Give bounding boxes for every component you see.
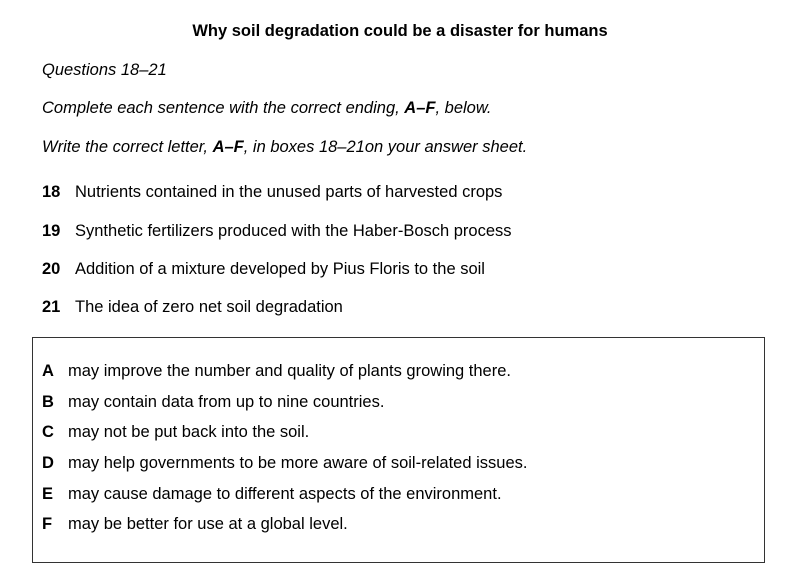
ending-a (42, 361, 511, 381)
question-text: Addition of a mixture developed by Pius Floris to the soil (75, 260, 485, 278)
question-text: Nutrients contained in the unused parts of harvested crops (75, 183, 503, 201)
question-number: 18 (42, 183, 61, 201)
instruction-complete (42, 98, 491, 118)
question-text: The idea of zero net soil degradation (75, 298, 343, 316)
question-number: 21 (42, 298, 61, 316)
question-21 (42, 297, 343, 317)
instruction-complete-pre: Complete each sentence with the correct ending, (42, 99, 405, 117)
ending-f (42, 514, 348, 534)
instruction-write-post: , in boxes 18–21on your answer sheet. (243, 138, 528, 156)
ending-letter: A (42, 362, 54, 380)
ending-letter: B (42, 393, 54, 411)
question-number: 19 (42, 222, 61, 240)
ending-letter: D (42, 454, 54, 472)
instruction-complete-range: A–F (404, 99, 436, 117)
ending-text: may not be put back into the soil. (68, 423, 310, 441)
question-19 (42, 221, 512, 241)
ending-text: may improve the number and quality of plants growing there. (68, 362, 511, 380)
question-number: 20 (42, 260, 61, 278)
ending-c (42, 422, 309, 442)
page-title: Why soil degradation could be a disaster for humans (192, 22, 608, 40)
instruction-write (42, 137, 527, 157)
instruction-write-range: A–F (212, 138, 244, 156)
ending-text: may cause damage to different aspects of the environment. (68, 485, 502, 503)
instruction-write-pre: Write the correct letter, (42, 138, 213, 156)
ending-letter: E (42, 485, 54, 503)
ending-text: may contain data from up to nine countries. (68, 393, 385, 411)
endings-box (32, 337, 765, 563)
question-20 (42, 259, 485, 279)
ending-b (42, 392, 384, 412)
instruction-complete-post: , below. (435, 99, 492, 117)
ending-text: may help governments to be more aware of soil-related issues. (68, 454, 528, 472)
question-text: Synthetic fertilizers produced with the Haber-Bosch process (75, 222, 512, 240)
ending-e (42, 484, 502, 504)
ending-letter: F (42, 515, 53, 533)
questions-range: Questions 18–21 (42, 61, 167, 79)
ending-d (42, 453, 527, 473)
question-18 (42, 182, 502, 202)
ending-letter: C (42, 423, 54, 441)
ending-text: may be better for use at a global level. (68, 515, 348, 533)
